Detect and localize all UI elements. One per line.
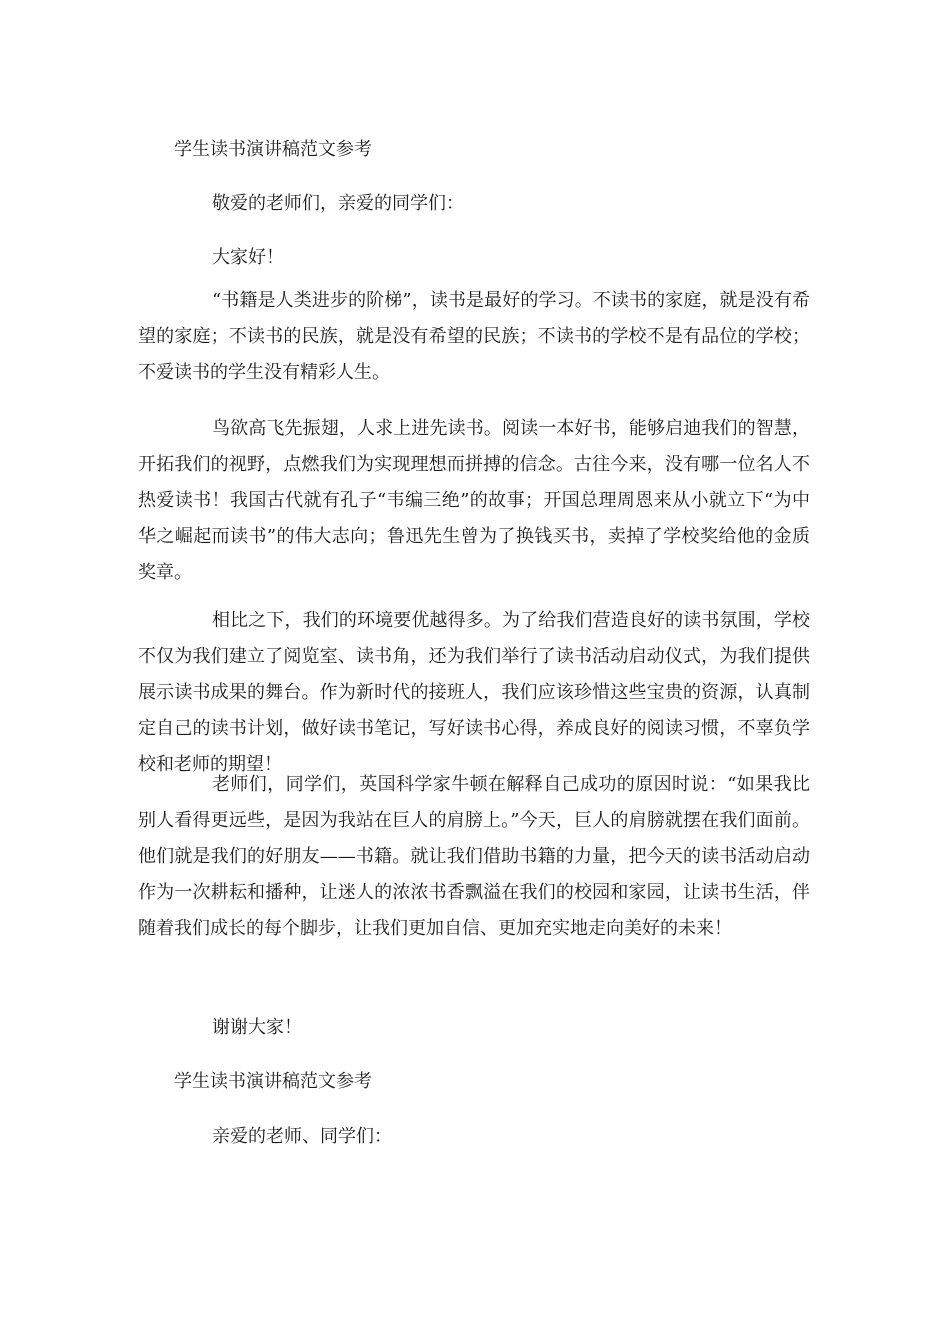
salutation-2: 亲爱的老师、同学们： — [212, 1126, 392, 1147]
greeting: 大家好！ — [212, 247, 284, 268]
paragraph-4: 老师们，同学们，英国科学家牛顿在解释自己成功的原因时说：“如果我比别人看得更远些，是因为我站在巨人的肩膀上。”今天，巨人的肩膀就摆在我们面前。他们就是我们的好朋友——书籍。就让我们借助书籍的力量，把今天的读书活动启动作为一次耕耘和播种，让迷人的浓浓书香飘溢在我们的校园和家园，让读书生活，伴随着我们成长的每个脚步，让我们更加自信、更加充实地走向美好的未来！ — [138, 774, 810, 939]
document-title-2: 学生读书演讲稿范文参考 — [174, 1071, 372, 1092]
paragraph-2: 鸟欲高飞先振翅，人求上进先读书。阅读一本好书，能够启迪我们的智慧，开拓我们的视野，点燃我们为实现理想而拼搏的信念。古往今来，没有哪一位名人不热爱读书！我国古代就有孔子“韦编三绝”的故事；开国总理周恩来从小就立下“为中华之崛起而读书”的伟大志向；鲁迅先生曾为了换钱买书，卖掉了学校奖给他的金质奖章。 — [138, 418, 810, 583]
paragraph-1: “书籍是人类进步的阶梯”，读书是最好的学习。不读书的家庭，就是没有希望的家庭；不读书的民族，就是没有希望的民族；不读书的学校不是有品位的学校；不爱读书的学生没有精彩人生。 — [138, 290, 810, 383]
paragraph-3: 相比之下，我们的环境要优越得多。为了给我们营造良好的读书氛围，学校不仅为我们建立了阅览室、读书角，还为我们举行了读书活动启动仪式，为我们提供展示读书成果的舞台。作为新时代的接班人，我们应该珍惜这些宝贵的资源，认真制定自己的读书计划，做好读书笔记，写好读书心得，养成良好的阅读习惯，不辜负学校和老师的期望！ — [138, 610, 810, 775]
document-title: 学生读书演讲稿范文参考 — [174, 139, 372, 160]
salutation: 敬爱的老师们，亲爱的同学们： — [212, 193, 464, 214]
closing: 谢谢大家！ — [212, 1017, 302, 1038]
